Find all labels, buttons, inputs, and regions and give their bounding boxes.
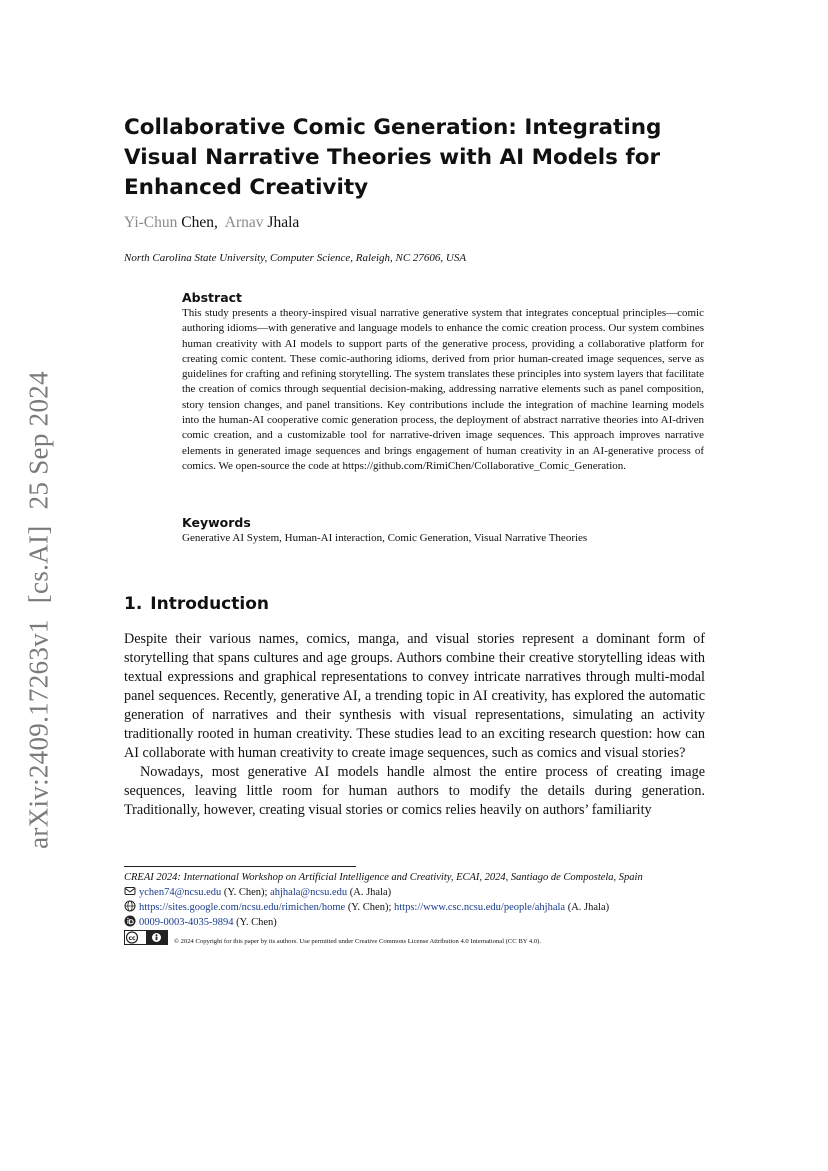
- author-2-given: Arnav: [224, 214, 264, 231]
- author-2[interactable]: [225, 214, 299, 231]
- author-1[interactable]: [124, 214, 214, 231]
- email-line: [124, 885, 714, 900]
- venue-note: CREAI 2024: International Workshop on Artificial Intelligence and Creativity, ECAI, 2024, Santiago de Compostela, Spain: [124, 872, 643, 883]
- url-owner-chen: (Y. Chen);: [347, 902, 392, 913]
- arxiv-id: arXiv:2409.17263v1: [23, 619, 54, 849]
- arxiv-stamp: [24, 371, 55, 849]
- author-1-given: Yi-Chun: [124, 214, 178, 231]
- orcid-link[interactable]: 0009-0003-4035-9894: [139, 917, 234, 928]
- footnotes: [124, 870, 714, 949]
- author-separator: ,: [214, 214, 218, 231]
- email-owner-chen: (Y. Chen);: [223, 887, 268, 898]
- intro-paragraph-1: Despite their various names, comics, manga, and visual stories represent a dominant form of storytelling that spans cultures and age groups. Authors combine their creative storytelling ideas with textual expressions and graphical representations to convey intricate narratives through multi-modal panel sequences. Recently, generative AI, a trending topic in AI creativity, has explored the automatic generation of narratives and their synthesis with visual representations, simulating an activity traditionally rooted in human creativity. These studies lead to an exciting research question: how can AI collaborate with human creativity to create image sequences, such as comics and visual stories?: [124, 631, 705, 761]
- author-1-family: Chen: [181, 214, 214, 231]
- arxiv-date: 25 Sep 2024: [23, 371, 54, 510]
- abstract-heading: Abstract: [182, 290, 243, 305]
- footnote-rule: [124, 866, 356, 867]
- arxiv-category: [cs.AI]: [23, 525, 54, 604]
- intro-paragraph-2: Nowadays, most generative AI models handle almost the entire process of creating image sequences, leaving little room for human authors to modify the details during generation. Traditionally, however, creating visual stories or comics relies heavily on authors’ familiarity: [124, 764, 705, 818]
- copyright-notice: © 2024 Copyright for this paper by its authors. Use permitted under Creative Commons License Attribution 4.0 International (CC BY 4.0).: [174, 938, 541, 945]
- homepage-link-jhala[interactable]: https://www.csc.ncsu.edu/people/ahjhala: [394, 902, 566, 913]
- orcid-owner: (Y. Chen): [236, 917, 277, 928]
- arxiv-sidebar: [22, 372, 56, 848]
- email-link-chen[interactable]: ychen74@ncsu.edu: [139, 887, 222, 898]
- keywords-text: Generative AI System, Human-AI interaction, Comic Generation, Visual Narrative Theories: [182, 532, 588, 544]
- keywords-section: [182, 515, 704, 546]
- abstract-section: [182, 290, 704, 474]
- section-number: 1.: [124, 594, 143, 614]
- email-link-jhala[interactable]: ahjhala@ncsu.edu: [270, 887, 348, 898]
- author-2-family: Jhala: [267, 214, 300, 231]
- orcid-line: [124, 915, 714, 930]
- orcid-icon: [124, 915, 136, 927]
- url-line: [124, 900, 714, 915]
- globe-icon: [124, 900, 136, 912]
- email-icon: [124, 885, 136, 897]
- cc-by-license-icon[interactable]: [124, 930, 168, 945]
- author-list: [124, 214, 299, 232]
- keywords-heading: Keywords: [182, 515, 251, 530]
- section-heading-introduction: [124, 594, 269, 614]
- email-owner-jhala: (A. Jhala): [349, 887, 392, 898]
- cc-letters: cc: [128, 935, 136, 942]
- paper-title: Collaborative Comic Generation: Integrating Visual Narrative Theories with AI Models for Enhanced Creativity: [124, 115, 662, 200]
- homepage-link-chen[interactable]: https://sites.google.com/ncsu.edu/rimichen/home: [139, 902, 346, 913]
- license-line: [124, 930, 714, 949]
- affiliation: North Carolina State University, Computer Science, Raleigh, NC 27606, USA: [124, 252, 467, 264]
- url-owner-jhala: (A. Jhala): [567, 902, 610, 913]
- abstract-text: This study presents a theory-inspired visual narrative generative system that integrates conceptual principles—comic authoring idioms—with generative and language models to enhance the comic creation process. Our system combines human creativity with AI models to support parts of the generative process, providing a collaborative platform for creating comic content. These comic-authoring idioms, derived from prior human-created image sequences, serve as guidelines for crafting and refining storytelling. The system translates these principles into system layers that facilitate the creation of comics through sequential decision-making, addressing narrative elements such as panel composition, story tension changes, and panel transitions. Key contributions include the integration of machine learning models into the human-AI cooperative comic generation process, the deployment of abstract narrative theories into AI-driven comic creation, and a customizable tool for narrative-driven image sequences. This approach improves narrative elements in generated image sequences and brings engagement of human creativity in an AI-generative process of comics. We open-source the code at https://github.com/RimiChen/Collaborative_Comic_Generation.: [182, 307, 704, 472]
- section-title: Introduction: [150, 594, 269, 614]
- introduction-body: [124, 630, 705, 820]
